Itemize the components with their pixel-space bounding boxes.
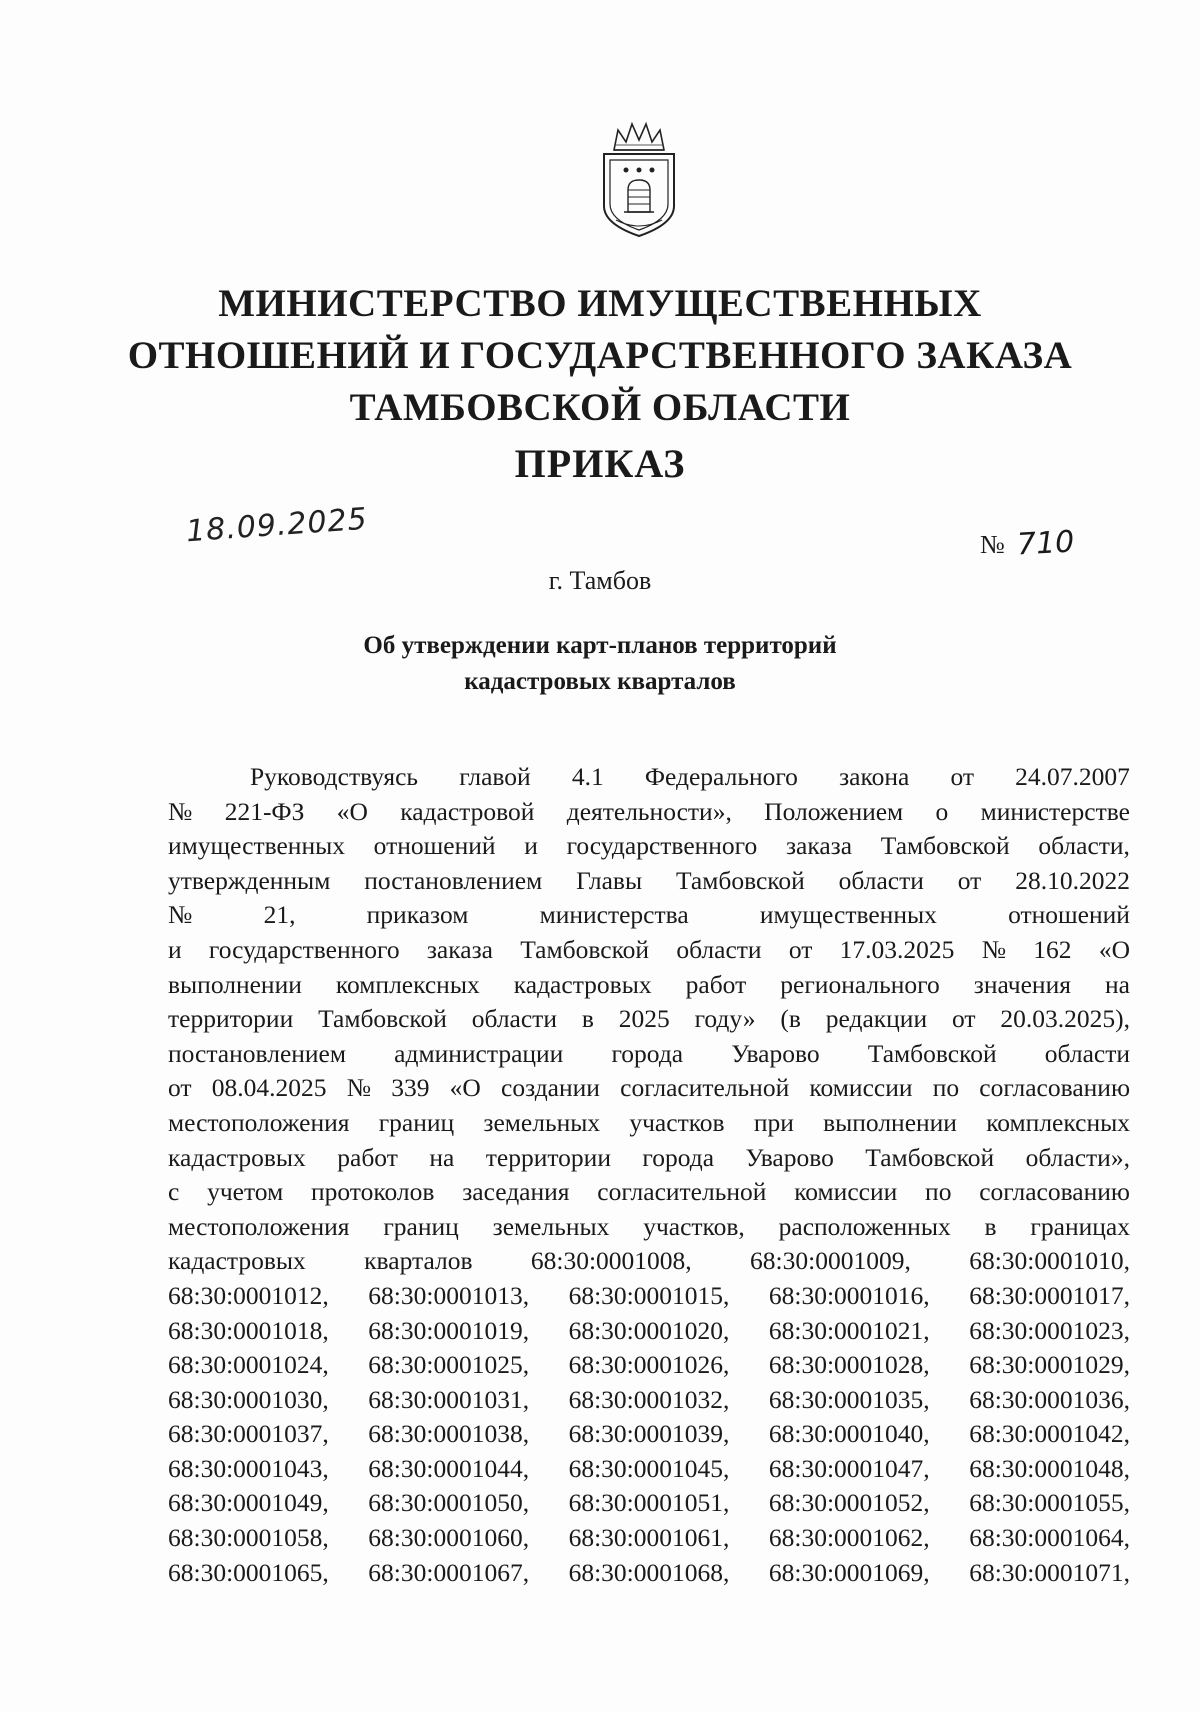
body-line <box>168 1279 1130 1314</box>
body-line <box>168 1521 1130 1556</box>
body-word: «О <box>336 796 368 826</box>
body-line <box>168 1452 1130 1487</box>
document-number <box>980 526 1075 561</box>
body-word: согласительной <box>597 1177 767 1207</box>
body-word: 162 <box>1033 934 1072 964</box>
body-word: 68:30:0001013, <box>368 1280 530 1310</box>
body-word: границ <box>378 1107 455 1137</box>
body-word: местоположения <box>168 1211 350 1241</box>
body-word: регионального <box>780 969 940 999</box>
body-word: Тамбовской <box>675 865 805 895</box>
subject-line: кадастровых кварталов <box>464 668 736 695</box>
body-word: № <box>168 900 193 930</box>
body-word: на <box>429 1142 455 1172</box>
body-word: министерства <box>539 900 689 930</box>
body-word: 68:30:0001012, <box>168 1280 329 1310</box>
body-word: кадастровой <box>400 796 535 826</box>
body-word: (в <box>780 1004 801 1034</box>
body-word: имущественных <box>168 831 345 861</box>
body-word: границ <box>383 1211 459 1241</box>
body-word: 24.07.2007 <box>1015 762 1130 791</box>
body-word: 68:30:0001016, <box>768 1280 930 1310</box>
body-word: выполнении <box>823 1107 957 1137</box>
body-word: приказом <box>366 900 469 930</box>
body-word: 68:30:0001067, <box>368 1557 530 1587</box>
body-word: территории <box>168 1004 294 1034</box>
ministry-line: ТАМБОВСКОЙ ОБЛАСТИ <box>349 386 851 429</box>
body-word: протоколов <box>311 1177 435 1207</box>
body-word: 68:30:0001035, <box>768 1384 930 1414</box>
body-word: Тамбовской <box>318 1004 447 1034</box>
body-word: от <box>957 865 982 895</box>
body-word: 68:30:0001061, <box>568 1523 730 1553</box>
body-word: 68:30:0001050, <box>368 1488 530 1518</box>
body-word: деятельности», <box>566 796 732 826</box>
body-word: Тамбовской <box>520 934 650 964</box>
body-word: 68:30:0001017, <box>969 1280 1130 1310</box>
body-line <box>168 1556 1130 1591</box>
body-word: 68:30:0001043, <box>168 1453 329 1483</box>
ministry-line: МИНИСТЕРСТВО ИМУЩЕСТВЕННЫХ <box>218 282 982 325</box>
body-word: Тамбовской <box>865 1142 995 1172</box>
body-word: комиссии <box>794 1177 898 1207</box>
body-word: 68:30:0001025, <box>368 1350 530 1380</box>
body-word: 68:30:0001008, <box>530 1246 692 1276</box>
body-word: согласительной <box>620 1073 790 1103</box>
body-word: от <box>950 762 975 791</box>
body-word: области», <box>1025 1142 1130 1172</box>
body-line <box>168 1071 1130 1106</box>
body-word: Главы <box>576 865 643 895</box>
body-line <box>168 1141 1130 1176</box>
body-word: 68:30:0001047, <box>768 1453 930 1483</box>
body-word: 68:30:0001058, <box>168 1523 329 1553</box>
body-word: 21, <box>263 900 296 930</box>
body-word: кадастровых <box>513 969 652 999</box>
body-word: постановлением <box>168 1038 347 1068</box>
body-word: границах <box>1030 1211 1130 1241</box>
body-word: 08.04.2025 <box>211 1073 327 1103</box>
body-word: кварталов <box>364 1246 473 1276</box>
handwritten-date: 18.09.2025 <box>185 501 369 550</box>
body-word: 68:30:0001048, <box>969 1453 1130 1483</box>
body-word: 68:30:0001030, <box>168 1384 329 1414</box>
body-word: расположенных <box>778 1211 951 1241</box>
body-word: и <box>168 934 182 964</box>
body-word: 68:30:0001026, <box>568 1350 730 1380</box>
body-word: 68:30:0001032, <box>568 1384 730 1414</box>
body-word: 68:30:0001051, <box>568 1488 730 1518</box>
body-line <box>168 1314 1130 1349</box>
body-word: местоположения <box>168 1107 350 1137</box>
body-word: 68:30:0001018, <box>168 1315 329 1345</box>
body-line <box>168 760 1130 795</box>
body-word: 68:30:0001064, <box>969 1523 1130 1553</box>
body-word: заказа <box>426 934 493 964</box>
body-word: значения <box>973 969 1071 999</box>
body-word: Федерального <box>644 762 798 791</box>
body-word: земельных <box>483 1107 601 1137</box>
body-word: 68:30:0001055, <box>969 1488 1130 1518</box>
body-line <box>168 829 1130 864</box>
body-word: закона <box>839 762 910 791</box>
body-word: комплексных <box>986 1107 1130 1137</box>
body-word: 68:30:0001021, <box>768 1315 930 1345</box>
body-line <box>168 1348 1130 1383</box>
body-word: 20.03.2025), <box>1000 1004 1130 1034</box>
body-word: кадастровых <box>168 1246 306 1276</box>
body-word: территории <box>485 1142 611 1172</box>
body-word: Руководствуясь <box>250 762 419 791</box>
body-word: в <box>581 1004 594 1034</box>
body-line <box>168 1417 1130 1452</box>
body-word: области <box>471 1004 557 1034</box>
body-line <box>168 795 1130 830</box>
body-word: города <box>642 1142 715 1172</box>
body-word: 68:30:0001010, <box>969 1246 1130 1276</box>
body-word: 68:30:0001044, <box>368 1453 530 1483</box>
number-label: № <box>980 530 1005 559</box>
body-word: 4.1 <box>571 762 604 791</box>
body-word: от <box>788 934 813 964</box>
body-word: Уварово <box>731 1038 820 1068</box>
tambov-coat-of-arms-icon <box>596 120 682 240</box>
body-line <box>168 1037 1130 1072</box>
body-line <box>168 898 1130 933</box>
body-word: 68:30:0001052, <box>768 1488 930 1518</box>
ministry-line: ОТНОШЕНИЙ И ГОСУДАРСТВЕННОГО ЗАКАЗА <box>127 334 1073 377</box>
body-word: 68:30:0001069, <box>768 1557 930 1587</box>
body-word: № <box>168 796 193 826</box>
body-word: 68:30:0001028, <box>768 1350 930 1380</box>
body-word: 68:30:0001071, <box>969 1557 1130 1587</box>
body-word: 68:30:0001036, <box>969 1384 1130 1414</box>
body-word: 68:30:0001038, <box>368 1419 530 1449</box>
city: г. Тамбов <box>548 566 652 595</box>
body-word: 68:30:0001037, <box>168 1419 329 1449</box>
body-word: по <box>925 1177 952 1207</box>
body-word: 68:30:0001029, <box>969 1350 1130 1380</box>
body-word: с <box>168 1177 180 1207</box>
document-type: ПРИКАЗ <box>514 441 686 486</box>
body-word: заседания <box>462 1177 570 1207</box>
body-word: согласованию <box>979 1073 1130 1103</box>
body-word: области, <box>1038 831 1130 861</box>
body-word: главой <box>459 762 531 791</box>
body-word: области <box>676 934 762 964</box>
body-word: году» <box>694 1004 756 1034</box>
body-word: редакции <box>825 1004 928 1034</box>
body-word: № <box>346 1073 372 1103</box>
body-word: области <box>1044 1038 1130 1068</box>
subject-line: Об утверждении карт-планов территорий <box>363 632 837 659</box>
body-word: области <box>838 865 924 895</box>
body-word: кадастровых <box>168 1142 306 1172</box>
body-word: о <box>935 796 949 826</box>
body-word: от <box>168 1073 192 1103</box>
body-line <box>168 1175 1130 1210</box>
body-word: Уварово <box>745 1142 834 1172</box>
body-word: 221-ФЗ <box>224 796 305 826</box>
body-word: 17.03.2025 <box>839 934 955 964</box>
body-word: земельных <box>492 1211 610 1241</box>
body-line <box>168 1106 1130 1141</box>
body-word: при <box>753 1107 794 1137</box>
body-word: 339 <box>391 1073 430 1103</box>
body-word: по <box>932 1073 960 1103</box>
body-word: 68:30:0001031, <box>368 1384 530 1414</box>
body-word: согласованию <box>979 1177 1130 1207</box>
ministry-name <box>100 278 1100 434</box>
body-word: выполнении <box>168 969 302 999</box>
body-word: Тамбовской <box>880 831 1010 861</box>
body-word: комплексных <box>335 969 480 999</box>
body-word: города <box>611 1038 684 1068</box>
body-line <box>168 1210 1130 1245</box>
body-line <box>168 1244 1130 1279</box>
body-word: 68:30:0001045, <box>568 1453 730 1483</box>
body-word: утвержденным <box>168 865 331 895</box>
body-word: администрации <box>394 1038 564 1068</box>
body-line <box>168 933 1130 968</box>
body-word: 68:30:0001049, <box>168 1488 329 1518</box>
body-word: отношений <box>1008 900 1130 930</box>
body-word: работ <box>337 1142 398 1172</box>
body-word: создании <box>501 1073 600 1103</box>
body-word: 68:30:0001060, <box>368 1523 530 1553</box>
body-word: государственного <box>566 831 758 861</box>
body-word: участков <box>629 1107 725 1137</box>
body-word: 68:30:0001065, <box>168 1557 329 1587</box>
body-word: 68:30:0001009, <box>750 1246 911 1276</box>
body-word: 68:30:0001020, <box>568 1315 730 1345</box>
body-word: Положением <box>764 796 904 826</box>
document-subject <box>200 628 1000 700</box>
body-word: 2025 <box>618 1004 670 1034</box>
body-word: 68:30:0001015, <box>568 1280 730 1310</box>
body-word: № <box>981 934 1007 964</box>
body-word: на <box>1105 969 1130 999</box>
body-word: учетом <box>207 1177 284 1207</box>
body-word: работ <box>685 969 747 999</box>
body-word: имущественных <box>759 900 937 930</box>
body-word: 68:30:0001062, <box>768 1523 930 1553</box>
body-word: отношений <box>373 831 496 861</box>
body-word: 68:30:0001024, <box>168 1350 329 1380</box>
body-word: «О <box>1098 934 1130 964</box>
body-line <box>168 1486 1130 1521</box>
body-word: и <box>524 831 538 861</box>
body-line <box>168 968 1130 1003</box>
body-line <box>168 864 1130 899</box>
body-word: постановлением <box>364 865 543 895</box>
body-word: 68:30:0001039, <box>568 1419 730 1449</box>
body-text <box>168 760 1130 1590</box>
body-word: в <box>984 1211 997 1241</box>
body-word: 68:30:0001042, <box>969 1419 1130 1449</box>
body-word: Тамбовской <box>867 1038 997 1068</box>
body-line <box>168 1002 1130 1037</box>
body-word: от <box>951 1004 976 1034</box>
body-word: 68:30:0001040, <box>768 1419 930 1449</box>
body-word: 28.10.2022 <box>1015 865 1130 895</box>
body-word: заказа <box>785 831 853 861</box>
body-word: государственного <box>208 934 400 964</box>
body-word: «О <box>449 1073 481 1103</box>
body-word: 68:30:0001023, <box>969 1315 1130 1345</box>
body-line <box>168 1383 1130 1418</box>
body-word: министерстве <box>980 796 1130 826</box>
handwritten-number: 710 <box>1016 524 1076 563</box>
body-word: 68:30:0001068, <box>568 1557 730 1587</box>
body-word: участков, <box>643 1211 745 1241</box>
body-word: 68:30:0001019, <box>368 1315 530 1345</box>
body-word: комиссии <box>809 1073 913 1103</box>
